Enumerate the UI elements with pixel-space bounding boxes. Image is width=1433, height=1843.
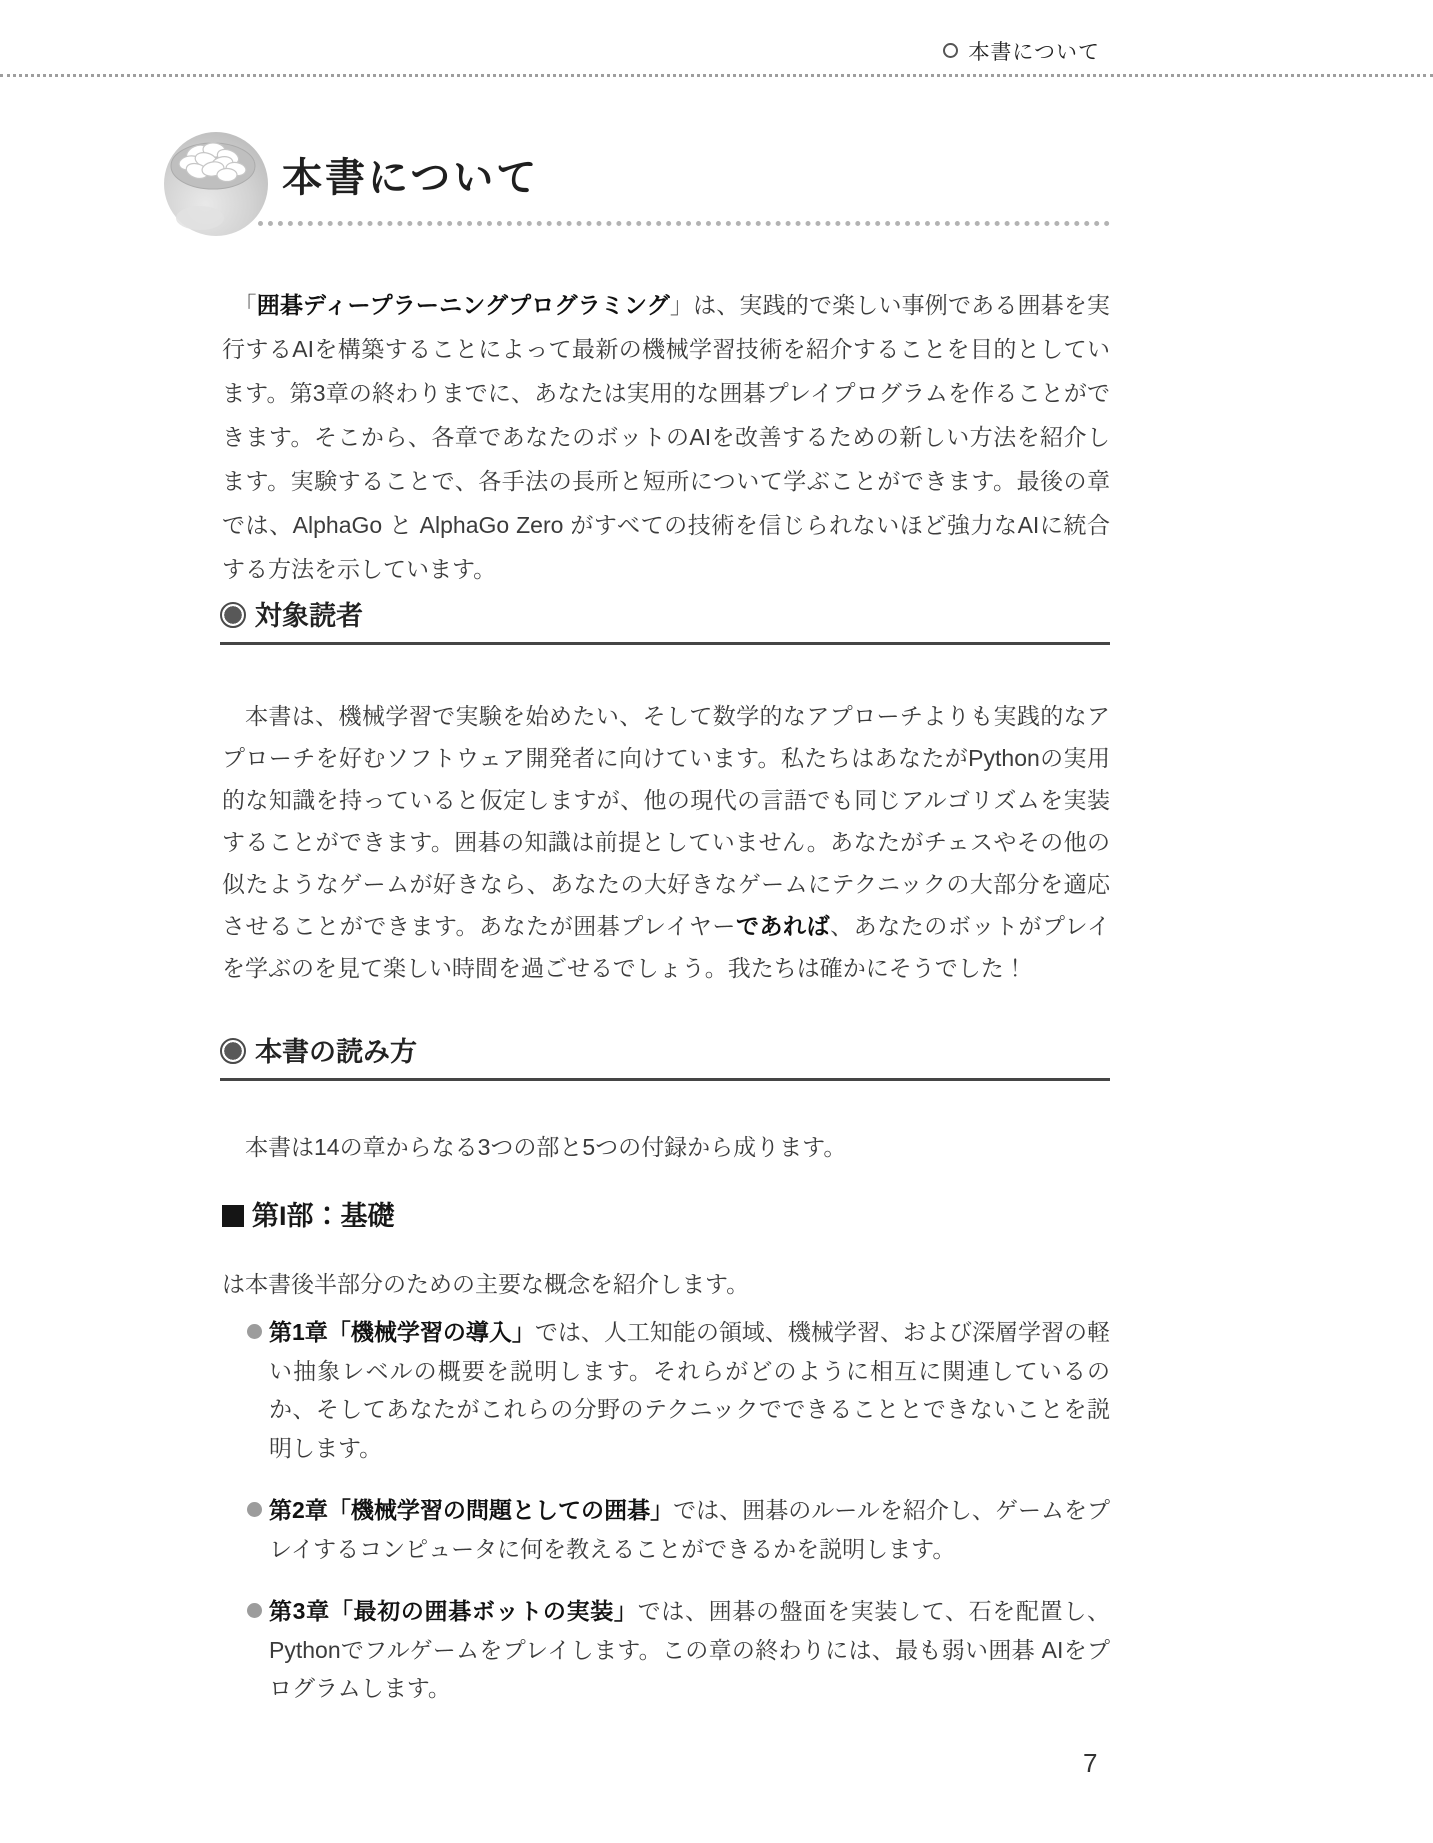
intro-open-bracket: 「 bbox=[233, 292, 257, 318]
intro-paragraph bbox=[222, 283, 1110, 591]
running-head bbox=[0, 36, 1100, 66]
section-heading-howto bbox=[220, 1030, 1110, 1081]
list-item bbox=[247, 1592, 1110, 1708]
part-heading bbox=[222, 1194, 1110, 1233]
chapter-list bbox=[247, 1313, 1110, 1732]
howto-heading-label: 本書の読み方 bbox=[255, 1037, 417, 1067]
audience-text-2: 、あなたのボットがプレイを学ぶのを見て楽しい時間を過ごせるでしょう。我たちは確かにそうでした！ bbox=[222, 913, 1111, 981]
bullet-icon bbox=[247, 1502, 262, 1517]
bullseye-icon bbox=[220, 1038, 246, 1064]
go-bowl-icon bbox=[160, 126, 272, 240]
howto-intro: 本書は14の章からなる3つの部と5つの付録から成ります。 bbox=[245, 1134, 847, 1160]
chapter-title: 第1章「機械学習の導入」 bbox=[269, 1319, 535, 1345]
chapter-title: 第3章「最初の囲碁ボットの実装」 bbox=[269, 1598, 638, 1624]
circle-marker-icon bbox=[943, 43, 958, 58]
running-head-title: 本書について bbox=[968, 41, 1100, 64]
page-title: 本書について bbox=[282, 156, 540, 200]
bullet-icon bbox=[247, 1324, 262, 1339]
chapter-body: では、囲碁の盤面を実装して、石を配置し、Pythonでフルゲームをプレイします。この章の終わりには、最も弱い囲碁 AIをプログラムします。 bbox=[269, 1598, 1110, 1701]
section-heading-audience bbox=[220, 594, 1110, 645]
bullet-icon bbox=[247, 1603, 262, 1618]
chapter-body: では、人工知能の領域、機械学習、および深層学習の軽い抽象レベルの概要を説明します。それらがどのように相互に関連しているのか、そしてあなたがこれらの分野のテクニックでできることとできないことを説明します。 bbox=[269, 1319, 1110, 1461]
part-description: は本書後半部分のための主要な概念を紹介します。 bbox=[222, 1271, 750, 1297]
part-title: 第I部：基礎 bbox=[252, 1201, 395, 1231]
audience-heading-label: 対象読者 bbox=[255, 601, 363, 631]
audience-text-1: 本書は、機械学習で実験を始めたい、そして数学的なアプローチよりも実践的なアプローチを好むソフトウェア開発者に向けています。私たちはあなたがPythonの実用的な知識を持っていると仮定しますが、他の現代の言語でも同じアルゴリズムを実装することができます。囲碁の知識は前提としていません。あなたがチェスやその他の似たようなゲームが好きなら、あなたの大好きなゲームにテクニックの大部分を適応させることができます。あなたが囲碁プレイヤー bbox=[222, 703, 1110, 939]
chapter-title: 第2章「機械学習の問題としての囲碁」 bbox=[269, 1497, 674, 1523]
chapter-body: では、囲碁のルールを紹介し、ゲームをプレイするコンピュータに何を教えることができるかを説明します。 bbox=[269, 1497, 1110, 1562]
black-square-icon bbox=[222, 1205, 244, 1227]
title-dotted-rule bbox=[258, 221, 1110, 226]
page-number: 7 bbox=[1083, 1748, 1098, 1778]
list-item bbox=[247, 1491, 1110, 1568]
audience-bold: であれば bbox=[735, 913, 831, 939]
header-dotted-rule bbox=[0, 74, 1433, 77]
bullseye-icon bbox=[220, 602, 246, 628]
audience-paragraph bbox=[222, 695, 1110, 989]
intro-book-title: 囲碁ディープラーニングプログラミング bbox=[256, 292, 670, 318]
list-item bbox=[247, 1313, 1110, 1467]
intro-text: 」は、実践的で楽しい事例である囲碁を実行するAIを構築することによって最新の機械学習技術を紹介することを目的としています。第3章の終わりまでに、あなたは実用的な囲碁プレイプログラムを作ることができます。そこから、各章であなたのボットのAIを改善するための新しい方法を紹介します。実験することで、各手法の長所と短所について学ぶことができます。最後の章では、AlphaGo と AlphaGo Zero がすべての技術を信じられないほど強力なAIに統合する方法を示しています。 bbox=[222, 292, 1111, 582]
